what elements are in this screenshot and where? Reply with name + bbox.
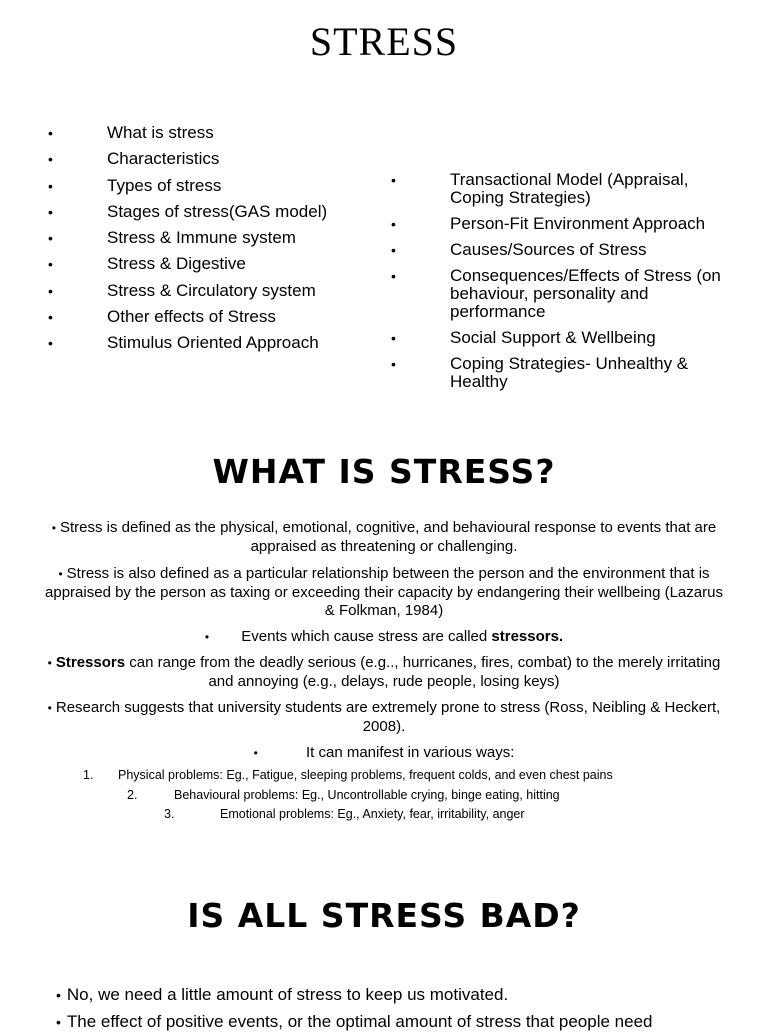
page-title: STRESS: [309, 19, 459, 64]
bullet-icon: •: [47, 656, 52, 670]
list-item-label: Causes/Sources of Stress: [450, 240, 647, 259]
bullet-icon: •: [391, 172, 396, 188]
bullet-icon: •: [48, 177, 53, 194]
bullet-icon: •: [48, 309, 53, 326]
paragraph-text: can range from the deadly serious (e.g.., hurricanes, fires, combat) to the merely irritating and annoying (e.g., delays, rude people, losing keys): [129, 654, 721, 690]
emphasis-stressors: Stressors: [55, 654, 126, 671]
list-item-label: Consequences/Effects of Stress (on behaviour, personality and performance: [450, 266, 721, 321]
paragraph-text: The effect of positive events, or the optimal amount of stress that people need: [66, 1012, 653, 1031]
bullet-icon: •: [391, 330, 396, 346]
bullet-icon: •: [48, 125, 53, 141]
section-heading-what-is-stress: WHAT IS STRESS?: [212, 452, 556, 491]
bullet-icon: •: [391, 268, 396, 284]
section-heading-is-all-stress-bad: IS ALL STRESS BAD?: [187, 896, 581, 935]
paragraph-text: No, we need a little amount of stress to keep us motivated.: [66, 985, 509, 1004]
paragraph-relationship: [40, 565, 728, 621]
list-item-label: Stages of stress(GAS model): [107, 201, 328, 221]
bullet-icon: •: [253, 746, 258, 760]
item-number: 1.: [83, 768, 94, 782]
list-item-label: Stress & Digestive: [107, 254, 246, 274]
bullet-icon: •: [47, 701, 52, 715]
list-item: [0, 241, 768, 259]
paragraph-research: [40, 699, 728, 736]
list-item: [56, 985, 508, 1005]
bullet-icon: •: [48, 230, 53, 247]
bullet-icon: •: [48, 203, 53, 220]
bullet-icon: •: [56, 987, 61, 1003]
item-text: Physical problems: Eg., Fatigue, sleeping problems, frequent colds, and even chest pains: [118, 768, 613, 782]
list-item: [56, 1012, 653, 1032]
item-number: 2.: [127, 788, 138, 802]
bullet-icon: •: [391, 356, 396, 372]
list-item-label: Stress & Immune system: [107, 228, 296, 248]
paragraph-text: Research suggests that university students are extremely prone to stress (Ross, Neibling & Heckert, 2008).: [55, 699, 721, 735]
paragraph-definition: [40, 519, 728, 556]
list-item: [0, 215, 768, 233]
list-item: [0, 329, 768, 347]
list-item-label: Social Support & Wellbeing: [450, 328, 656, 347]
bullet-icon: •: [48, 282, 53, 299]
bullet-icon: •: [51, 521, 56, 535]
paragraph-text: It can manifest in various ways:: [305, 744, 515, 761]
bullet-icon: •: [58, 567, 63, 581]
list-item: [0, 171, 768, 207]
bullet-icon: •: [48, 151, 53, 168]
paragraph-stressors-definition: [40, 628, 728, 647]
list-item-label: Stress & Circulatory system: [107, 280, 316, 300]
list-item-label: Stimulus Oriented Approach: [107, 333, 319, 353]
list-item: [0, 124, 390, 150]
item-number: 3.: [164, 807, 175, 821]
list-item-label: Other effects of Stress: [107, 307, 276, 327]
bullet-icon: •: [391, 242, 396, 258]
item-text: Behavioural problems: Eg., Uncontrollable crying, binge eating, hitting: [174, 788, 560, 802]
paragraph-text: Events which cause stress are called: [241, 628, 488, 645]
paragraph-manifest: [40, 744, 728, 763]
paragraph-stressors-range: [40, 654, 728, 691]
emphasis-stressors: stressors.: [491, 628, 564, 645]
topic-list-right: [0, 171, 768, 399]
list-item: [0, 355, 768, 391]
bullet-icon: •: [391, 216, 396, 232]
list-item-label: Types of stress: [107, 175, 222, 195]
list-item: [0, 267, 768, 321]
bullet-icon: •: [48, 335, 53, 352]
bullet-icon: •: [204, 630, 210, 644]
list-item-label: Transactional Model (Appraisal, Coping Strategies): [450, 170, 689, 207]
list-item-label: Person-Fit Environment Approach: [450, 214, 706, 233]
list-item-label: Characteristics: [107, 149, 220, 169]
bullet-icon: •: [48, 256, 53, 273]
paragraph-text: Stress is also defined as a particular relationship between the person and the environment that is appraised by the person as taxing or exceeding their capacity by endangering their wellbeing (Lazarus & Folkman, 1984): [45, 565, 723, 619]
item-text: Emotional problems: Eg., Anxiety, fear, irritability, anger: [220, 807, 525, 821]
bullet-icon: •: [56, 1014, 61, 1030]
paragraph-text: Stress is defined as the physical, emotional, cognitive, and behavioural response to events that are appraised as threatening or challenging.: [59, 519, 717, 555]
list-item-label: What is stress: [107, 123, 214, 142]
list-item-label: Coping Strategies- Unhealthy & Healthy: [450, 354, 689, 391]
